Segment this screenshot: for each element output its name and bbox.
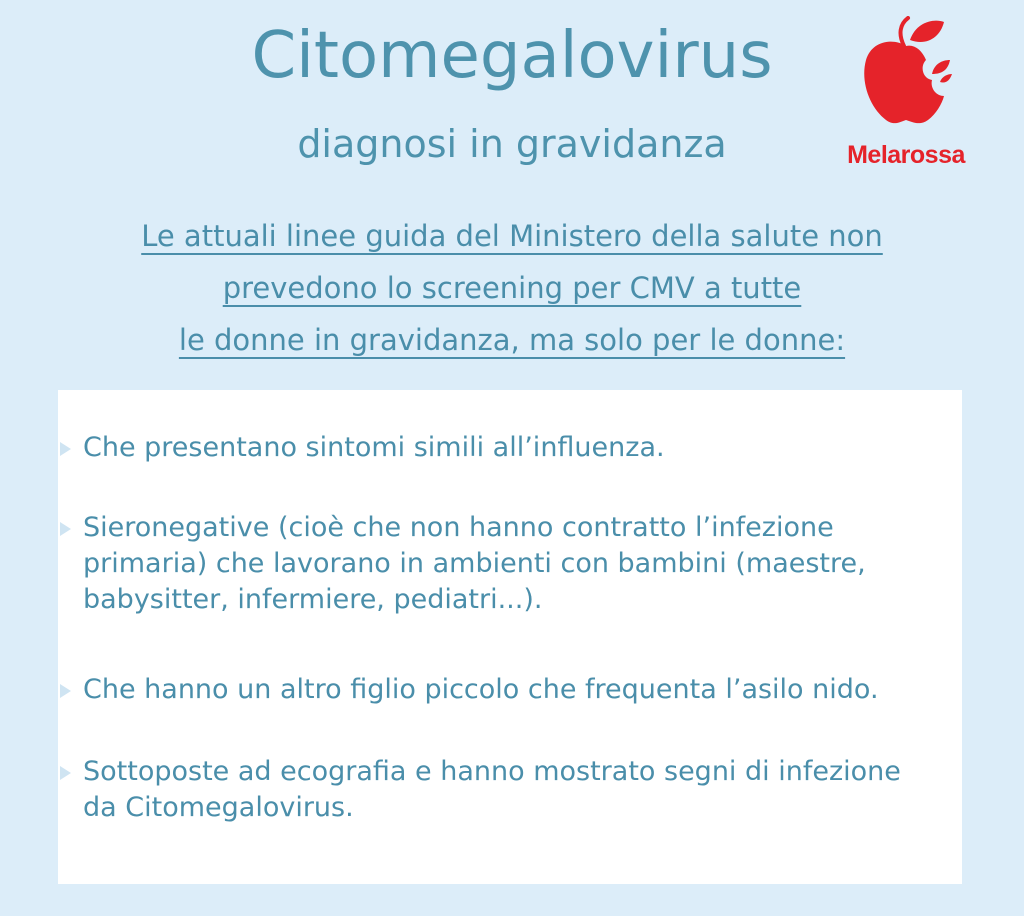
list-item-line: Che presentano sintomi simili all’influenza.: [83, 432, 665, 463]
bullet-arrow-icon: [60, 766, 71, 780]
bullet-arrow-icon: [60, 684, 71, 698]
bullet-arrow-icon: [60, 522, 71, 536]
page-subtitle: diagnosi in gravidanza: [297, 122, 727, 166]
page-title: Citomegalovirus: [251, 19, 773, 93]
melarossa-logo: [836, 16, 976, 169]
criteria-card: [58, 390, 962, 884]
list-item-line: babysitter, infermiere, pediatri...).: [83, 584, 543, 615]
intro-line: le donne in gravidanza, ma solo per le donne:: [178, 323, 846, 357]
bullet-arrow-icon: [60, 442, 71, 456]
list-item-line: da Citomegalovirus.: [83, 792, 354, 823]
intro-text: [0, 210, 1024, 366]
list-item-line: Che hanno un altro figlio piccolo che frequenta l’asilo nido.: [83, 674, 879, 705]
list-item-line: primaria) che lavorano in ambienti con bambini (maestre,: [83, 548, 866, 579]
list-item-line: Sieronegative (cioè che non hanno contratto l’infezione: [83, 512, 834, 543]
list-item-line: Sottoposte ad ecografia e hanno mostrato segni di infezione: [83, 756, 901, 787]
intro-line: Le attuali linee guida del Ministero della salute non: [141, 219, 883, 253]
apple-icon: [860, 16, 952, 136]
intro-line: prevedono lo screening per CMV a tutte: [222, 271, 802, 305]
logo-text: Melarossa: [847, 141, 965, 169]
